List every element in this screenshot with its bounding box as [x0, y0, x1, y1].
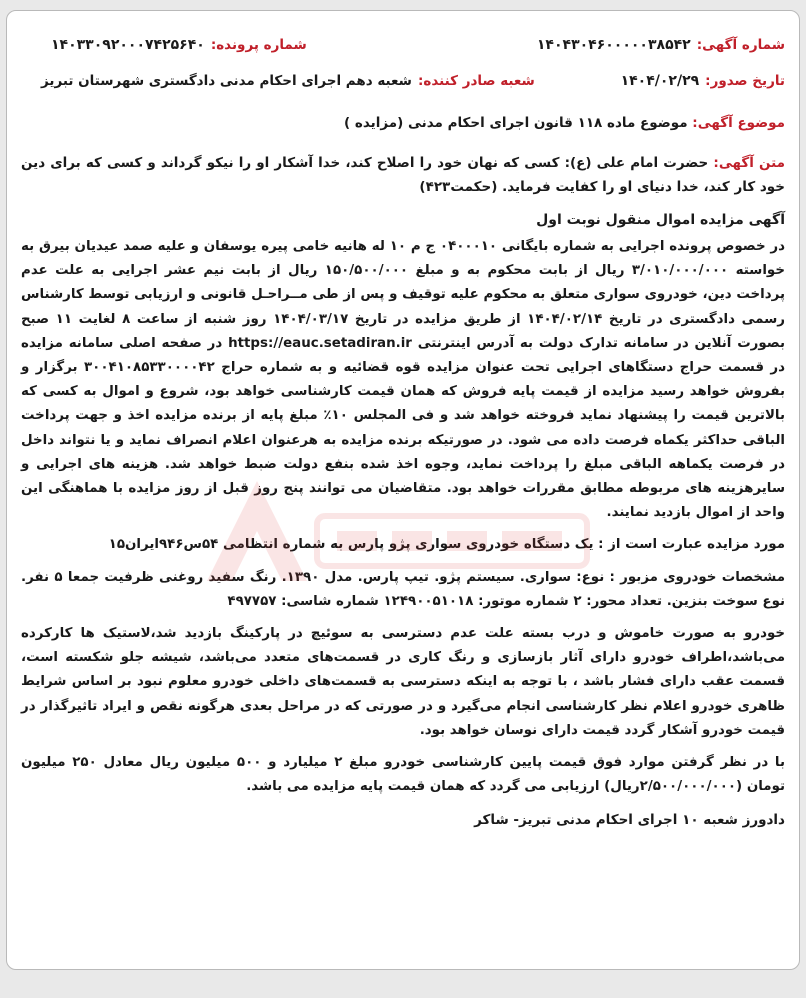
- issuer: [41, 71, 535, 91]
- ad-number-value: ۱۴۰۴۳۰۴۶۰۰۰۰۰۳۸۵۴۲: [536, 37, 691, 53]
- issuer-label: شعبه صادر کننده:: [417, 73, 535, 89]
- issue-date-value: ۱۴۰۴/۰۲/۲۹: [620, 73, 700, 89]
- paragraph-1-part-1: در خصوص پرونده اجرایی به شماره بایگانی ۰۴۰۰۰۱۰ ج م ۱۰ له هانیه خامی پیره یوسفان و علیه صمد عیدیان بیرق به خواسته ۳/۰۱۰/۰۰۰/۰۰۰ ریال از بابت محکوم به و مبلغ ۱۵۰/۵۰۰/۰۰۰ ریال از بابت نیم عشر اجرایی به علت عدم پرداخت دین، خودروی سواری متعلق به محکوم علیه توقیف و پس از طی مــراحـل قانونی و ارزیابی توسط کارشناس رسمی دادگستری در تاریخ ۱۴۰۴/۰۲/۱۴ از طریق مزایده در تاریخ ۱۴۰۴/۰۳/۱۷ روز شنبه از ساعت ۸ لغایت ۱۱ صبح بصورت آنلاین در سامانه تدارک دولت به آدرس اینترنتی: [21, 239, 786, 351]
- notice-page: [6, 10, 800, 970]
- paragraph-auction-item: مورد مزایده عبارت است از : یک دستگاه خودروی سواری پژو پارس به شماره انتظامی ۵۴س۹۴۶ایران۱۵: [108, 537, 785, 553]
- case-number: [51, 35, 307, 55]
- notice-text: [21, 151, 785, 199]
- subject: [21, 113, 785, 133]
- case-number-value: ۱۴۰۳۳۰۹۲۰۰۰۷۴۲۵۶۴۰: [51, 37, 205, 53]
- paragraph-vehicle-specs: مشخصات خودروی مزبور : نوع: سواری. سیستم پژو. تیپ پارس. مدل ۱۳۹۰. رنگ سفید روغنی ظرفیت جمعا ۵ نفر. نوع سوخت بنزین. تعداد محور: ۲ شماره موتور: ۱۲۴۹۰۰۵۱۰۱۸ شماره شاسی: ۴۹۷۷۵۷: [21, 569, 785, 609]
- paragraph-vehicle-condition: خودرو به صورت خاموش و درب بسته علت عدم دسترسی به سوئیچ در پارکینگ بازدید شد،لاستیک ها کارکرده می‌باشد،اطراف خودرو دارای آثار بازسازی و رنگ کاری در قسمت‌های متعدد می‌باشد، شیشه جلو شکسته است، قسمت عقب دارای فشار باشد ، با توجه به اینکه دسترسی به قسمت‌های داخلی خودرو معلوم نبود بر اساس شرایط ظاهری خودرو اعلام نظر کارشناسی انجام می‌گیرد و در صورتی که در مراحل بعدی هرگونه نقص و ایراد تاثیرگذار در قیمت خودرو آشکار گردد قیمت دارای نوسان خواهد بود.: [21, 626, 785, 738]
- subject-label: موضوع آگهی:: [692, 115, 785, 131]
- case-number-label: شماره پرونده:: [210, 37, 307, 53]
- notice-text-label: متن آگهی:: [713, 155, 786, 171]
- paragraph-auction-details: [21, 235, 785, 525]
- header-row-1: [21, 35, 785, 55]
- subject-value: موضوع ماده ۱۱۸ قانون اجرای احکام مدنی (مزایده ): [344, 115, 688, 131]
- signature: دادورز شعبه ۱۰ اجرای احکام مدنی تبریز- شاکر: [474, 812, 785, 829]
- header-row-2: [21, 71, 785, 91]
- paragraph-base-price: با در نظر گرفتن موارد فوق قیمت پایین کارشناسی خودرو مبلغ ۲ میلیارد و ۵۰۰ میلیون ریال معادل ۲۵۰ میلیون تومان (۲/۵۰۰/۰۰۰/۰۰۰ریال) ارزیابی می گردد که همان قیمت پایه مزایده می باشد.: [21, 755, 785, 795]
- issue-date: [621, 71, 785, 91]
- issuer-value: شعبه دهم اجرای احکام مدنی دادگستری شهرستان تبریز: [41, 73, 412, 89]
- notice-heading: آگهی مزایده اموال منقول نوبت اول: [536, 212, 785, 228]
- ad-number: [537, 35, 785, 55]
- issue-date-label: تاریخ صدور:: [705, 73, 785, 89]
- ad-number-label: شماره آگهی:: [696, 37, 785, 53]
- paragraph-1-part-2: در صفحه اصلی سامانه مزایده در قسمت حراج دستگاهای اجرایی تحت عنوان مزایده قوه قضائیه و به شماره حراج ۳۰۰۴۱۰۸۵۳۳۰۰۰۰۴۲ برگزار و بفروش خواهد رسید مزایده از قیمت پایه فروش که همان قیمت کارشناسی خواهد بود، شروع و اموال به کسی که بالاترین قیمت را پیشنهاد نماید فروخته خواهد شد و فی المجلس ۱۰٪ مبلغ پایه از برنده مزایده اخذ و جهت پرداخت الباقی حداکثر یکماه فرصت داده می شود. در صورتیکه برنده مزایده به هرعنوان اعلام انصراف نماید و یا نتواند داخل در فرصت یکماهه الباقی مبلغ را پرداخت نماید، وجوه اخذ شده بنفع دولت ضبط خواهد شد. هزینه های اجرایی و سایرهزینه های مربوطه مطابق مقررات خواهد بود. متقاضیان می توانند پنج روز قبل از روز مزایده با هماهنگی این واحد از اموال بازدید نمایند.: [21, 335, 785, 521]
- auction-site-link[interactable]: https://eauc.setadiran.ir: [228, 335, 412, 351]
- notice-text-value: حضرت امام علی (ع): کسی که نهان خود را اصلاح کند، خدا آشکار او را نیکو گرداند و کسی که برای دین خود کار کند، خدا دنیای او را کفایت فرماید. (حکمت۴۲۳): [21, 155, 785, 195]
